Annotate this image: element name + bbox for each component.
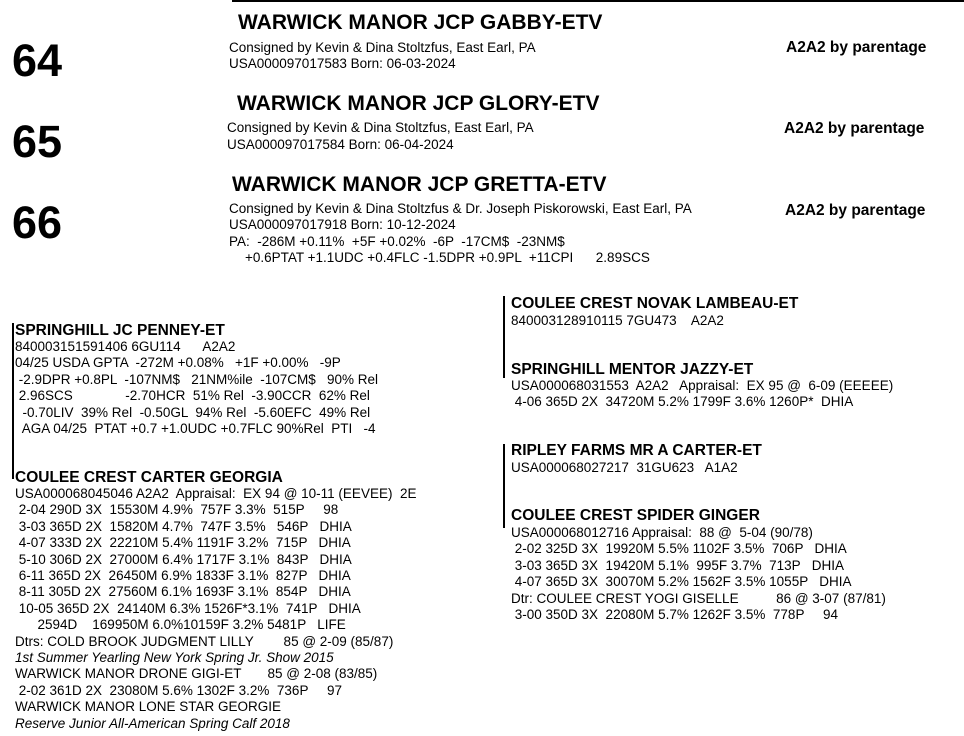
dam-line: USA000068045046 A2A2 Appraisal: EX 94 @ 10-11 (EEVEE) 2E: [15, 486, 417, 501]
dam-sire-bracket-line: [503, 444, 505, 528]
sire-sire-bracket-line: [503, 296, 505, 378]
lot-65-consigned: Consigned by Kevin & Dina Stoltzfus, East Earl, PA: [227, 120, 534, 135]
lot-64-consigned: Consigned by Kevin & Dina Stoltzfus, East Earl, PA: [229, 40, 536, 55]
sire-line: AGA 04/25 PTAT +0.7 +1.0UDC +0.7FLC 90%Rel PTI -4: [15, 421, 376, 437]
lot-65-name: WARWICK MANOR JCP GLORY-ETV: [237, 92, 600, 115]
dam-line: 4-07 333D 2X 22210M 5.4% 1191F 3.2% 715P DHIA: [15, 535, 351, 551]
sire-dam-line: 4-06 365D 2X 34720M 5.2% 1799F 3.6% 1260P* DHIA: [511, 394, 854, 410]
lot-66-consigned: Consigned by Kevin & Dina Stoltzfus & Dr. Joseph Piskorowski, East Earl, PA: [229, 201, 692, 216]
sire-line: -0.70LIV 39% Rel -0.50GL 94% Rel -5.60EFC 49% Rel: [15, 404, 371, 420]
dam-dam-details: [511, 525, 886, 623]
dam-line: 6-11 365D 2X 26450M 6.9% 1833F 3.1% 827P DHIA: [15, 568, 351, 584]
dam-show-award: Reserve Junior All-American Spring Calf 2018: [15, 715, 290, 731]
sire-line: 04/25 USDA GPTA -272M +0.08% +1F +0.00% -9P: [15, 355, 341, 371]
sire-sire-details: [511, 313, 724, 329]
dam-sire-name: RIPLEY FARMS MR A CARTER-ET: [511, 442, 762, 459]
dam-dam-line: USA000068012716 Appraisal: 88 @ 5-04 (90/78): [511, 525, 813, 540]
dam-dam-line: Dtr: COULEE CREST YOGI GISELLE 86 @ 3-07 (87/81): [511, 590, 886, 606]
dam-line: 10-05 365D 2X 24140M 6.3% 1526F*3.1% 741P DHIA: [15, 600, 361, 616]
lot-64-id-born: USA000097017583 Born: 06-03-2024: [229, 56, 456, 71]
lot-66-pa-line-1: PA: -286M +0.11% +5F +0.02% -6P -17CM$ -23NM$: [229, 234, 565, 249]
dam-sire-line: USA000068027217 31GU623 A1A2: [511, 460, 738, 475]
lot-65-a2-status: A2A2 by parentage: [784, 120, 925, 137]
dam-line: 5-10 306D 2X 27000M 6.4% 1717F 3.1% 843P DHIA: [15, 551, 352, 567]
dam-line: 8-11 305D 2X 27560M 6.1% 1693F 3.1% 854P DHIA: [15, 584, 351, 600]
dam-dam-line: 2-02 325D 3X 19920M 5.5% 1102F 3.5% 706P DHIA: [511, 541, 847, 557]
lot-number-65: 65: [12, 116, 63, 167]
top-rule: [232, 0, 964, 2]
sire-name: SPRINGHILL JC PENNEY-ET: [15, 322, 225, 339]
dam-sire-details: [511, 460, 738, 476]
dam-line: 2-02 361D 2X 23080M 5.6% 1302F 3.2% 736P 97: [15, 682, 342, 698]
lot-66-id-born: USA000097017918 Born: 10-12-2024: [229, 217, 456, 232]
dam-line: Dtrs: COLD BROOK JUDGMENT LILLY 85 @ 2-09 (85/87): [15, 633, 394, 649]
sire-sire-name: COULEE CREST NOVAK LAMBEAU-ET: [511, 295, 799, 312]
dam-dam-line: 3-00 350D 3X 22080M 5.7% 1262F 3.5% 778P 94: [511, 607, 838, 623]
lot-64-name: WARWICK MANOR JCP GABBY-ETV: [238, 11, 603, 34]
sire-sire-line: 840003128910115 7GU473 A2A2: [511, 313, 724, 328]
lot-number-64: 64: [12, 35, 63, 86]
sire-line: 840003151591406 6GU114 A2A2: [15, 339, 236, 354]
dam-line: 2-04 290D 3X 15530M 4.9% 757F 3.3% 515P 98: [15, 502, 339, 518]
dam-line: 3-03 365D 2X 15820M 4.7% 747F 3.5% 546P DHIA: [15, 518, 352, 534]
sire-dam-details: [511, 378, 893, 411]
sire-bracket-line: [12, 323, 14, 479]
sire-dam-line: USA000068031553 A2A2 Appraisal: EX 95 @ 6-09 (EEEEE): [511, 378, 894, 393]
lot-66-name: WARWICK MANOR JCP GRETTA-ETV: [232, 173, 607, 196]
lot-65-id-born: USA000097017584 Born: 06-04-2024: [227, 137, 454, 152]
sire-details: [15, 339, 378, 437]
dam-name: COULEE CREST CARTER GEORGIA: [15, 469, 283, 486]
sire-line: 2.96SCS -2.70HCR 51% Rel -3.90CCR 62% Rel: [15, 388, 370, 404]
lot-64-a2-status: A2A2 by parentage: [786, 39, 927, 56]
dam-dam-line: 3-03 365D 3X 19420M 5.1% 995F 3.7% 713P DHIA: [511, 557, 844, 573]
dam-show-award: 1st Summer Yearling New York Spring Jr. Show 2015: [15, 650, 334, 666]
sire-dam-name: SPRINGHILL MENTOR JAZZY-ET: [511, 361, 754, 378]
dam-details: [15, 486, 416, 732]
dam-line: 2594D 169950M 6.0%10159F 3.2% 5481P LIFE: [15, 617, 346, 633]
dam-dam-line: 4-07 365D 3X 30070M 5.2% 1562F 3.5% 1055P DHIA: [511, 574, 852, 590]
dam-line: WARWICK MANOR LONE STAR GEORGIE: [15, 699, 282, 715]
dam-line: WARWICK MANOR DRONE GIGI-ET 85 @ 2-08 (83/85): [15, 666, 378, 682]
dam-dam-name: COULEE CREST SPIDER GINGER: [511, 507, 760, 524]
sire-line: -2.9DPR +0.8PL -107NM$ 21NM%ile -107CM$ 90% Rel: [15, 371, 379, 387]
lot-66-pa-line-2: +0.6PTAT +1.1UDC +0.4FLC -1.5DPR +0.9PL +11CPI 2.89SCS: [245, 250, 650, 265]
lot-66-a2-status: A2A2 by parentage: [785, 202, 926, 219]
lot-number-66: 66: [12, 197, 63, 248]
